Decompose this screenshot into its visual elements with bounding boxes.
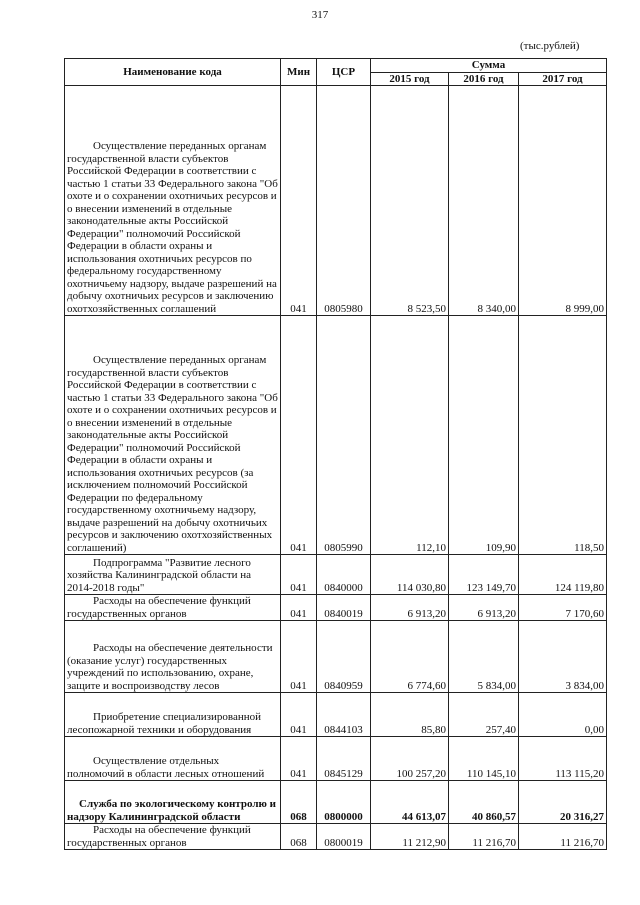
row-csr: 0844103 — [317, 693, 371, 737]
row-2017: 124 119,80 — [519, 555, 607, 595]
row-2017: 8 999,00 — [519, 86, 607, 316]
row-min: 041 — [281, 737, 317, 781]
row-name: Приобретение специализированной лесопожарной техники и оборудования — [67, 711, 262, 736]
row-2015: 6 913,20 — [371, 595, 449, 621]
table-row — [65, 621, 607, 693]
row-csr: 0800000 — [317, 781, 371, 824]
row-2015: 85,80 — [371, 693, 449, 737]
row-csr: 0805990 — [317, 316, 371, 555]
row-name: Осуществление переданных органам государственной власти субъектов Российской Федерации в соответствии с частью 1 статьи 33 Федерального закона "Об охоте и о сохранении охотничьих ресурсов и о внесении изменений в отдельные законодательные акты Российской Федерации" полномочий Российской Федерации в области охраны и использования охотничьих ресурсов по федеральному государственному охотничьему надзору, выдаче разрешений на добычу охотничьих ресурсов и заключению охотхозяйственных соглашений — [67, 140, 278, 315]
row-min: 041 — [281, 693, 317, 737]
row-name-cell — [65, 555, 281, 595]
header-2015: 2015 год — [371, 72, 449, 86]
row-name-cell — [65, 621, 281, 693]
row-csr: 0840000 — [317, 555, 371, 595]
row-2017: 3 834,00 — [519, 621, 607, 693]
row-name-cell — [65, 781, 281, 824]
budget-table — [64, 58, 607, 850]
units-label: (тыс.рублей) — [520, 40, 580, 52]
row-2015: 100 257,20 — [371, 737, 449, 781]
page-number: 317 — [311, 9, 329, 21]
row-2017: 20 316,27 — [519, 781, 607, 824]
header-2016: 2016 год — [449, 72, 519, 86]
row-2017: 11 216,70 — [519, 824, 607, 850]
table-row — [65, 693, 607, 737]
row-2015: 6 774,60 — [371, 621, 449, 693]
table-row — [65, 86, 607, 316]
row-2016: 123 149,70 — [449, 555, 519, 595]
row-name: Служба по экологическому контролю и надзору Калининградской области — [67, 798, 276, 823]
row-name: Осуществление отдельных полномочий в области лесных отношений — [67, 755, 265, 780]
row-name: Расходы на обеспечение деятельности (оказание услуг) государственных учреждений по использованию, охране, защите и воспроизводству лесов — [67, 642, 273, 692]
row-name: Подпрограмма "Развитие лесного хозяйства Калининградской области на 2014-2018 годы" — [67, 556, 252, 594]
row-name-cell — [65, 595, 281, 621]
row-min: 041 — [281, 316, 317, 555]
table-row — [65, 316, 607, 555]
header-sum: Сумма — [371, 59, 607, 73]
row-csr: 0805980 — [317, 86, 371, 316]
row-2015: 112,10 — [371, 316, 449, 555]
header-name: Наименование кода — [65, 59, 281, 86]
row-2015: 114 030,80 — [371, 555, 449, 595]
row-2016: 110 145,10 — [449, 737, 519, 781]
row-2017: 118,50 — [519, 316, 607, 555]
row-name-cell — [65, 737, 281, 781]
table-row — [65, 555, 607, 595]
table-row — [65, 737, 607, 781]
header-csr: ЦСР — [317, 59, 371, 86]
row-name-cell — [65, 86, 281, 316]
row-2016: 11 216,70 — [449, 824, 519, 850]
row-csr: 0840019 — [317, 595, 371, 621]
row-2015: 44 613,07 — [371, 781, 449, 824]
row-name: Расходы на обеспечение функций государственных органов — [67, 595, 251, 620]
table-row — [65, 595, 607, 621]
row-2017: 113 115,20 — [519, 737, 607, 781]
row-2017: 7 170,60 — [519, 595, 607, 621]
row-2017: 0,00 — [519, 693, 607, 737]
row-2016: 5 834,00 — [449, 621, 519, 693]
row-name: Расходы на обеспечение функций государственных органов — [67, 824, 251, 849]
row-name-cell — [65, 316, 281, 555]
row-min: 041 — [281, 86, 317, 316]
table-row — [65, 781, 607, 824]
row-2015: 11 212,90 — [371, 824, 449, 850]
header-2017: 2017 год — [519, 72, 607, 86]
table-row — [65, 824, 607, 850]
row-2015: 8 523,50 — [371, 86, 449, 316]
row-name-cell — [65, 824, 281, 850]
row-min: 068 — [281, 824, 317, 850]
row-csr: 0840959 — [317, 621, 371, 693]
row-2016: 257,40 — [449, 693, 519, 737]
row-2016: 8 340,00 — [449, 86, 519, 316]
header-min: Мин — [281, 59, 317, 86]
row-name-cell — [65, 693, 281, 737]
row-2016: 40 860,57 — [449, 781, 519, 824]
row-csr: 0800019 — [317, 824, 371, 850]
row-min: 068 — [281, 781, 317, 824]
row-csr: 0845129 — [317, 737, 371, 781]
row-2016: 109,90 — [449, 316, 519, 555]
row-min: 041 — [281, 621, 317, 693]
row-min: 041 — [281, 595, 317, 621]
row-2016: 6 913,20 — [449, 595, 519, 621]
row-min: 041 — [281, 555, 317, 595]
row-name: Осуществление переданных органам государственной власти субъектов Российской Федерации в соответствии с частью 1 статьи 33 Федерального закона "Об охоте и о сохранении охотничьих ресурсов и о внесении изменений в отдельные законодательные акты Российской Федерации" полномочий Российской Федерации в области охраны и использования охотничьих ресурсов (за исключением полномочий Российской Федерации по федеральному государственному охотничьему надзору, выдаче разрешений на добычу охотничьих ресурсов и заключению охотхозяйственных соглашений) — [67, 354, 278, 554]
